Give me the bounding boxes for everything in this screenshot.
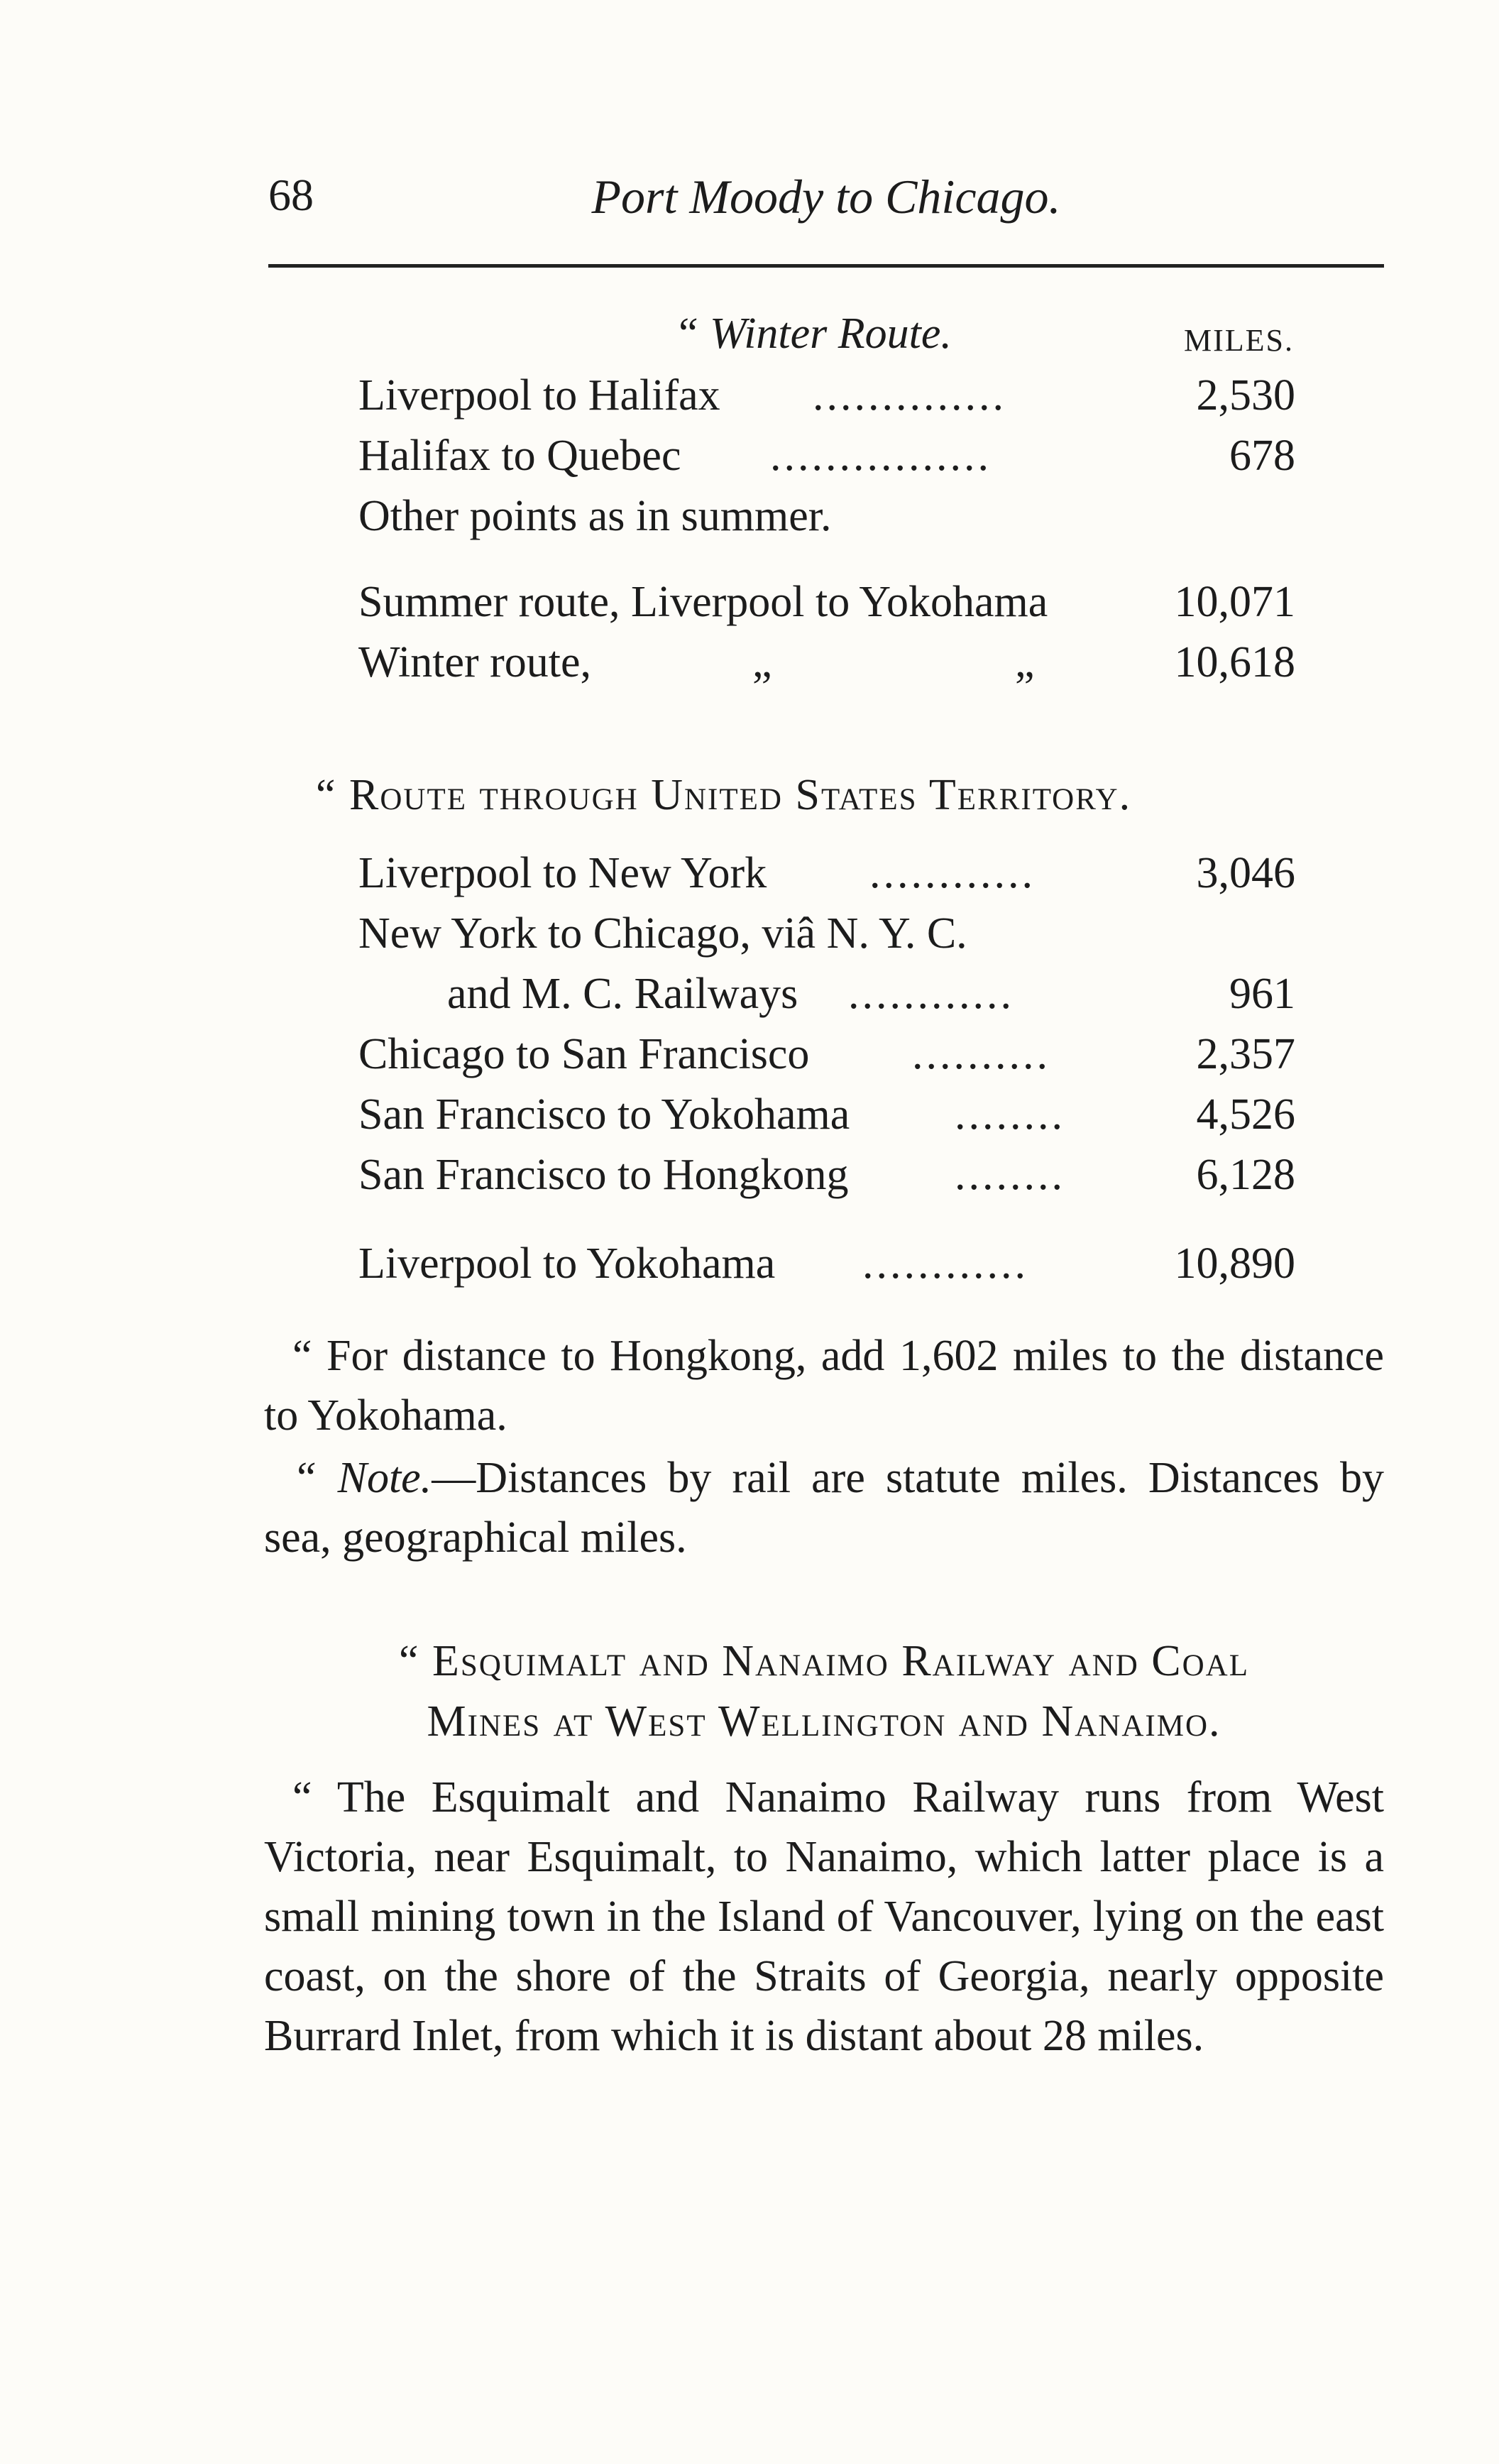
row-label: and M. C. Railways [447, 970, 798, 1018]
us-row-liverpool-newyork [358, 845, 1295, 902]
row-value: 4,526 [1196, 1090, 1295, 1139]
header-rule [268, 264, 1384, 268]
row-label: Chicago to San Francisco [358, 1030, 810, 1078]
esquimalt-paragraph [264, 1768, 1384, 2066]
leader-dots: ................ [770, 432, 992, 480]
leader-dots: .............. [813, 371, 1006, 420]
row-label: Halifax to Quebec [358, 432, 681, 480]
row-label: Liverpool to Halifax [358, 371, 720, 420]
hongkong-note [264, 1326, 1384, 1445]
row-value: 6,128 [1196, 1151, 1295, 1199]
row-value: 10,618 [1174, 638, 1295, 686]
miles-column-label: MILES. [1184, 323, 1294, 358]
us-row-newyork-chicago [358, 905, 1295, 962]
us-row-chicago-sanfrancisco [358, 1026, 1295, 1083]
row-value: 678 [1229, 432, 1295, 480]
row-label: Summer route, Liverpool to Yokohama [358, 578, 1048, 626]
esquimalt-heading-line1: “ Esquimalt and Nanaimo Railway and Coal [399, 1637, 1249, 1685]
us-route-heading: “ Route through United States Territory. [316, 771, 1132, 819]
row-label: New York to Chicago, viâ N. Y. C. [358, 909, 967, 958]
leader-dots: .......... [912, 1030, 1050, 1078]
row-value: 10,890 [1174, 1239, 1295, 1288]
row-label: San Francisco to Hongkong [358, 1151, 849, 1199]
row-label: San Francisco to Yokohama [358, 1090, 850, 1139]
us-row-sanfrancisco-yokohama [358, 1086, 1295, 1143]
esquimalt-paragraph-text: “ The Esquimalt and Nanaimo Railway runs from West Victoria, near Esquimalt, to Nanaimo, which latter place is a small mining town in the Island of Vancouver, lying on the east coast, on the shore of the Straits of Georgia, nearly opposite Burrard Inlet, from which it is distant about 28 miles. [264, 1773, 1384, 2060]
ditto-mark: „ [1015, 638, 1038, 686]
leader-dots: ............ [869, 849, 1036, 897]
row-value: 2,530 [1196, 371, 1295, 420]
us-row-railways [358, 965, 1295, 1022]
row-value: 2,357 [1196, 1030, 1295, 1078]
esquimalt-heading-line2: Mines at West Wellington and Nanaimo. [427, 1697, 1221, 1746]
row-label: Liverpool to New York [358, 849, 767, 897]
note-text: —Distances by rail are statute miles. Distances by sea, geographical miles. [264, 1454, 1384, 1562]
us-row-sanfrancisco-hongkong [358, 1146, 1295, 1203]
ditto-mark: „ [752, 638, 775, 686]
winter-note: Other points as in summer. [358, 492, 832, 540]
distances-note [264, 1448, 1384, 1567]
winter-route-heading: “ Winter Route. [674, 310, 952, 358]
row-label: Liverpool to Yokohama [358, 1239, 776, 1288]
page-number: 68 [268, 170, 314, 220]
summer-route-total [358, 574, 1295, 630]
row-value: 10,071 [1174, 578, 1295, 626]
row-value: 961 [1229, 970, 1295, 1018]
row-label: Winter route, [358, 638, 592, 686]
hongkong-note-text: “ For distance to Hongkong, add 1,602 miles to the distance to Yokohama. [264, 1332, 1384, 1440]
winter-row-halifax-quebec [358, 427, 1295, 484]
us-route-total [358, 1235, 1295, 1292]
winter-row-liverpool-halifax [358, 367, 1295, 424]
page-header [268, 162, 1384, 233]
leader-dots: ............ [862, 1239, 1028, 1288]
note-label: “ Note. [292, 1454, 432, 1502]
leader-dots: ............ [848, 970, 1014, 1018]
running-title: Port Moody to Chicago. [591, 170, 1061, 224]
leader-dots: ........ [955, 1151, 1065, 1199]
row-value: 3,046 [1196, 849, 1295, 897]
leader-dots: ........ [955, 1090, 1065, 1139]
winter-route-total [358, 634, 1295, 691]
